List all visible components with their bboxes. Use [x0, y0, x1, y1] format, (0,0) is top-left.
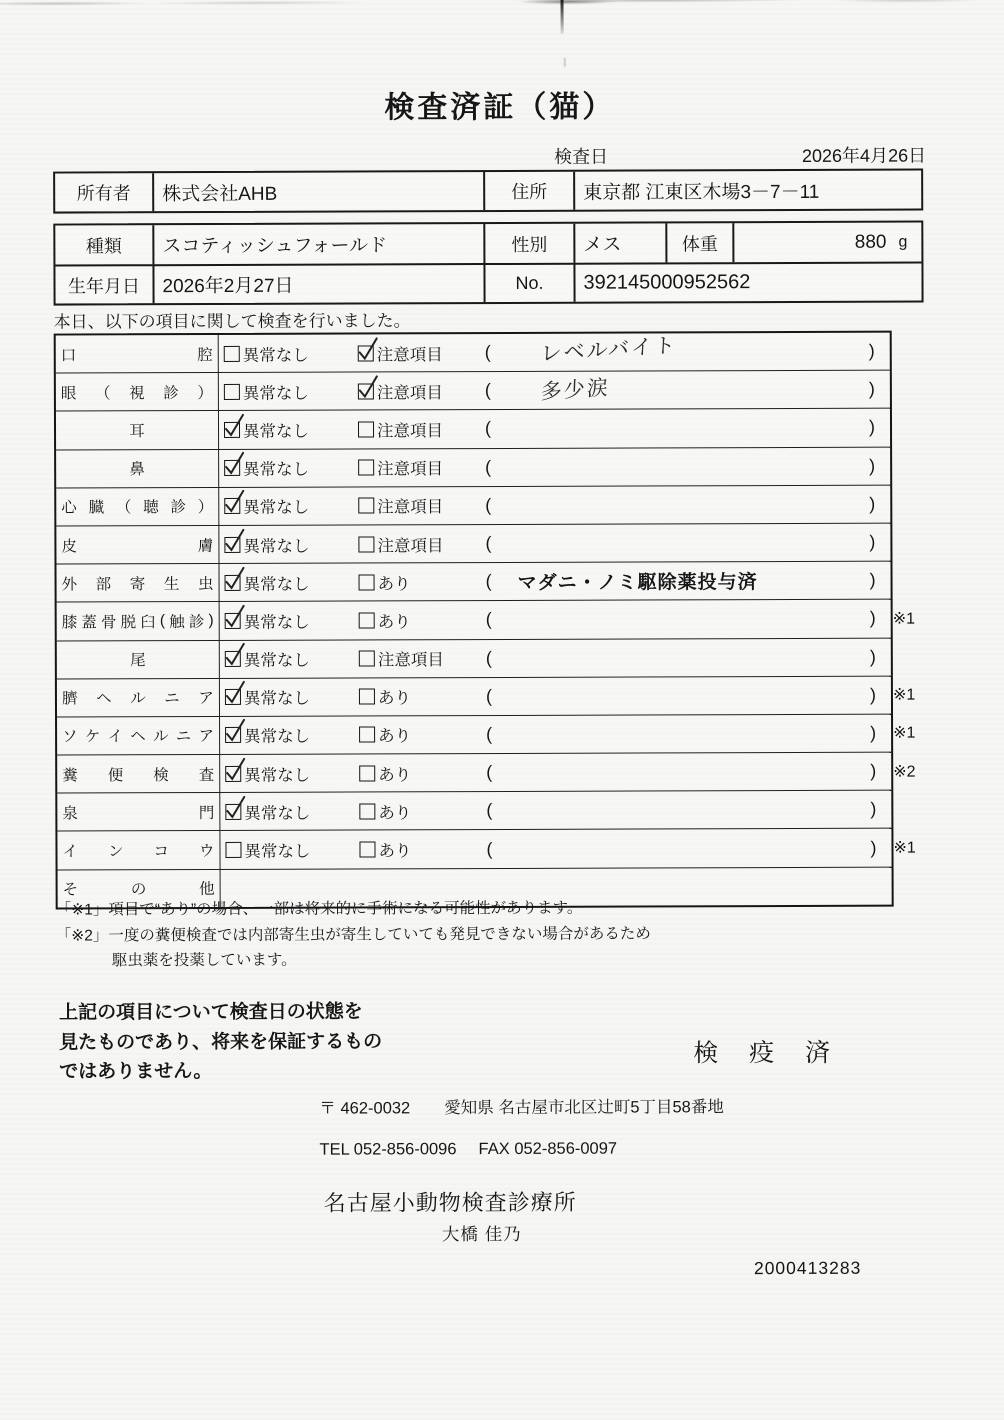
option-no-abnormality [224, 411, 309, 448]
disclaimer-text [59, 997, 382, 1087]
breed-label: 種類 [85, 235, 122, 256]
weight-unit: g [898, 233, 908, 251]
disclaimer-line: 見たものであり、将来を保証するもの [59, 1030, 383, 1054]
exam-row [57, 715, 916, 756]
option-attention-label: あり [378, 842, 412, 861]
exam-row-body [220, 676, 891, 716]
note-paren-open: ( [485, 533, 492, 554]
exam-item-label: 口 腔 [56, 335, 219, 373]
option-no-abnormality [224, 373, 309, 410]
note-paren-open: ( [486, 838, 493, 859]
exam-item-label: 鼻 [56, 450, 219, 488]
option-no-abnormality [224, 335, 309, 372]
inspection-date-value: 2026年4月26日 [801, 145, 927, 166]
weight-number: 880 [854, 231, 887, 253]
checkbox-attention [358, 345, 374, 361]
option-no-abnormality-label: 異常なし [243, 499, 310, 518]
checkbox-no-abnormality [225, 842, 241, 858]
birth-value: 2026年2月27日 [152, 263, 483, 303]
option-no-abnormality-label: 異常なし [242, 422, 310, 441]
checkbox-attention [358, 460, 374, 476]
option-attention [358, 372, 443, 409]
exam-note: 多少涙 [540, 376, 611, 404]
exam-row-body [219, 562, 890, 602]
note-paren-close: ) [868, 378, 875, 399]
exam-row-body [220, 753, 891, 793]
address-label: 住所 [483, 172, 573, 210]
option-no-abnormality [225, 755, 310, 792]
check-mark-icon [224, 603, 247, 630]
checkbox-attention [359, 574, 375, 590]
checkbox-no-abnormality [225, 804, 241, 820]
exam-row-body [219, 409, 890, 449]
option-attention [359, 640, 444, 677]
note-paren-close: ) [869, 684, 876, 705]
option-no-abnormality [225, 640, 310, 677]
exam-row-body [220, 791, 891, 831]
weight-value [732, 223, 921, 263]
disclaimer-line: ではありません。 [59, 1061, 213, 1083]
checkbox-attention [358, 383, 374, 399]
checkbox-no-abnormality [224, 460, 240, 476]
exam-row-body [220, 715, 891, 755]
option-attention-label: あり [378, 727, 412, 746]
exam-row-body [219, 485, 890, 525]
exam-item-label: 膝 蓋 骨 脱 臼 ( 触 診 ) [57, 602, 220, 640]
exam-item-label: 耳 [56, 411, 219, 449]
footnote-mark [892, 332, 932, 369]
option-attention [359, 754, 411, 791]
weight-label: 体重 [665, 223, 732, 262]
option-attention [358, 334, 443, 371]
intro-text: 本日、以下の項目に関して検査を行いました。 [53, 311, 411, 332]
disclaimer-line: 上記の項目について検査日の状態を [59, 1001, 363, 1024]
option-attention [359, 678, 411, 715]
note-paren-close: ) [869, 455, 876, 476]
exam-row [56, 333, 890, 374]
note-paren-close: ) [870, 722, 877, 743]
option-no-abnormality [225, 678, 310, 715]
clinic-address: 愛知県 名古屋市北区辻町5丁目58番地 [444, 1098, 724, 1118]
option-no-abnormality [225, 717, 310, 754]
footnote-mark [892, 409, 932, 446]
option-no-abnormality-label: 異常なし [242, 384, 309, 403]
clinic-fax: FAX 052-856-0097 [478, 1139, 618, 1159]
footnote-line: 「※2」一度の糞便検査では内部寄生虫が寄生していても発見できない場合があるため [55, 924, 651, 945]
clinic-name: 名古屋小動物検査診療所 [323, 1189, 577, 1216]
option-attention-label: あり [378, 804, 412, 823]
option-no-abnormality-label: 異常なし [242, 346, 309, 365]
note-paren-open: ( [485, 494, 492, 515]
exam-table [54, 331, 916, 910]
checkbox-no-abnormality [225, 575, 241, 591]
clinic-postal-row [319, 1093, 724, 1118]
exam-row [57, 600, 916, 641]
option-no-abnormality [224, 526, 309, 563]
footnote-mark [893, 791, 933, 828]
exam-note: レベルバイト [540, 333, 678, 366]
option-no-abnormality-label: 異常なし [244, 766, 311, 785]
checkbox-no-abnormality [224, 536, 240, 552]
exam-item-label: 臍 ヘ ル ニ ア [57, 679, 220, 717]
exam-item-label: 糞 便 検 査 [57, 755, 220, 793]
option-attention [358, 487, 443, 524]
option-attention-label: 注意項目 [377, 498, 444, 517]
note-paren-open: ( [486, 800, 493, 821]
note-paren-open: ( [485, 609, 492, 630]
footnote-mark [892, 447, 932, 484]
note-paren-open: ( [484, 342, 491, 363]
footnote-mark [893, 638, 933, 675]
footnote-mark: ※1 [892, 610, 916, 628]
exam-row [56, 409, 890, 450]
exam-row [57, 676, 916, 717]
checkbox-attention [359, 803, 375, 819]
option-attention [359, 716, 411, 753]
option-no-abnormality [224, 449, 309, 486]
checkbox-no-abnormality [225, 727, 241, 743]
note-paren-open: ( [485, 647, 492, 668]
option-attention [358, 449, 443, 486]
exam-row-body [220, 829, 891, 869]
footnote-mark [892, 562, 932, 599]
clinic-tel: TEL 052-856-0096 [319, 1140, 457, 1159]
option-attention-label: あり [378, 765, 412, 785]
exam-item-label: 眼 （ 視 診 ） [56, 373, 219, 411]
check-mark-icon [223, 450, 246, 477]
footnote-mark: ※1 [893, 725, 916, 743]
checkbox-attention [359, 841, 375, 857]
veterinarian-name: 大橋 佳乃 [441, 1223, 522, 1245]
note-paren-open: ( [486, 724, 493, 745]
exam-row-body [219, 447, 890, 487]
sex-label: 性別 [483, 224, 573, 263]
exam-item-label: そ の 他 [58, 870, 221, 908]
note-paren-open: ( [485, 685, 492, 706]
exam-row [57, 753, 916, 794]
option-attention-label: あり [377, 613, 411, 632]
option-no-abnormality [224, 487, 309, 524]
note-paren-open: ( [484, 380, 491, 401]
footnote-mark [892, 523, 932, 560]
exam-item-label: 尾 [57, 640, 220, 678]
scan-speck-artifact [564, 58, 566, 67]
exam-row-body [219, 371, 890, 411]
quarantine-stamp: 検 疫 済 [693, 1038, 843, 1068]
option-attention [358, 411, 443, 448]
checkbox-attention [359, 689, 375, 705]
footnote-line: 「※1」項目で“あり”の場合、一部は将来的に手術になる可能性があります。 [55, 899, 583, 919]
footnotes [56, 895, 651, 974]
owner-label: 所有者 [76, 183, 131, 204]
birth-label: 生年月日 [55, 264, 152, 303]
option-attention-label: 注意項目 [377, 460, 444, 479]
check-mark-icon [224, 794, 247, 821]
option-no-abnormality-label: 異常なし [243, 460, 310, 480]
exam-item-label: 皮 膚 [56, 526, 219, 564]
option-no-abnormality-label: 異常なし [243, 575, 310, 594]
checkbox-attention [358, 421, 374, 437]
footnote-mark [894, 867, 934, 904]
note-paren-open: ( [486, 762, 493, 783]
exam-row-body [219, 333, 890, 373]
option-no-abnormality-label: 異常なし [244, 728, 311, 747]
footnote-mark [892, 485, 932, 522]
checkbox-no-abnormality [224, 346, 240, 362]
option-attention [359, 793, 411, 830]
check-mark-icon [223, 488, 246, 515]
note-paren-close: ) [869, 531, 876, 552]
serial-number: 2000413283 [753, 1257, 862, 1279]
exam-note: マダニ・ノミ駆除薬投与済 [517, 572, 758, 595]
check-mark-icon [224, 641, 247, 668]
animal-info-table [53, 221, 923, 306]
note-paren-close: ) [868, 340, 875, 361]
breed-value: スコティッシュフォールド [152, 224, 483, 264]
checkbox-no-abnormality [225, 651, 241, 667]
note-paren-close: ) [869, 569, 876, 590]
option-attention [358, 525, 443, 562]
option-no-abnormality-label: 異常なし [244, 804, 311, 823]
footnote-mark: ※2 [893, 763, 916, 781]
option-no-abnormality [225, 831, 310, 868]
exam-row [57, 638, 891, 679]
checkbox-attention [359, 651, 375, 667]
note-paren-close: ) [869, 646, 876, 667]
check-mark-icon [224, 756, 247, 783]
checkbox-no-abnormality [224, 422, 240, 438]
exam-row [57, 829, 916, 870]
checkbox-attention [358, 536, 374, 552]
exam-row-body [220, 600, 891, 640]
option-attention-label: あり [377, 575, 411, 594]
footnote-mark: ※1 [892, 686, 916, 704]
note-paren-close: ) [868, 417, 876, 438]
inspection-date-row [554, 142, 926, 169]
exam-item-label: 泉 門 [57, 793, 220, 831]
note-paren-close: ) [870, 799, 877, 820]
note-paren-close: ) [869, 493, 876, 514]
footnote-mark: ※1 [893, 839, 916, 857]
page-title: 検査済証（猫） [384, 90, 616, 125]
option-attention-label: 注意項目 [376, 383, 443, 403]
checkbox-no-abnormality [224, 384, 240, 400]
check-mark-icon [224, 717, 247, 744]
option-attention-label: 注意項目 [377, 651, 444, 670]
check-mark-icon [223, 412, 246, 439]
exam-row [56, 562, 890, 603]
clinic-postal-code: 〒 462-0032 [319, 1099, 411, 1118]
exam-row-body [220, 638, 891, 678]
option-attention-label: あり [377, 689, 411, 708]
sex-value: メス [573, 223, 665, 262]
exam-row [56, 524, 890, 565]
no-value: 392145000952562 [573, 262, 921, 302]
checkbox-attention [359, 727, 375, 743]
footnote-mark [892, 371, 932, 408]
option-no-abnormality-label: 異常なし [243, 651, 310, 670]
owner-value: 株式会社AHB [152, 172, 483, 211]
option-attention-label: 注意項目 [377, 536, 444, 555]
option-no-abnormality-label: 異常なし [243, 537, 310, 556]
exam-row [56, 485, 890, 526]
check-mark-icon [224, 679, 247, 706]
address-value: 東京都 江東区木場3－7－11 [573, 171, 921, 210]
exam-item-label: ソ ケ イ ヘ ル ニ ア [57, 717, 220, 755]
exam-item-label: イ ン コ ウ [57, 831, 220, 869]
option-no-abnormality [224, 564, 309, 601]
option-attention [358, 563, 410, 600]
checkbox-no-abnormality [225, 689, 241, 705]
option-attention [359, 831, 411, 868]
checkbox-attention [359, 612, 375, 628]
checkbox-no-abnormality [225, 613, 241, 629]
exam-row [56, 371, 890, 412]
note-paren-close: ) [869, 608, 876, 629]
check-mark-icon [357, 373, 380, 400]
note-paren-open: ( [485, 571, 492, 592]
note-paren-open: ( [485, 456, 492, 477]
exam-row [57, 791, 891, 832]
option-attention [359, 602, 411, 639]
check-mark-icon [223, 565, 246, 592]
exam-item-label: 心 臓 （ 聴 診 ） [56, 488, 219, 526]
no-label: No. [483, 263, 573, 302]
checkbox-attention [358, 498, 374, 514]
option-no-abnormality-label: 異常なし [243, 689, 310, 709]
option-no-abnormality-label: 異常なし [244, 842, 311, 861]
option-no-abnormality [225, 602, 310, 639]
exam-item-label: 外 部 寄 生 虫 [56, 564, 219, 602]
note-paren-open: ( [484, 418, 492, 439]
scan-noise-artifact [0, 0, 1002, 12]
scan-line-artifact [561, 0, 564, 34]
checkbox-attention [359, 765, 375, 781]
inspection-date-label: 検査日 [554, 146, 609, 167]
checkbox-no-abnormality [224, 498, 240, 514]
option-no-abnormality [225, 793, 310, 830]
exam-row [56, 447, 890, 488]
check-mark-icon [223, 526, 246, 553]
note-paren-close: ) [870, 760, 877, 781]
check-mark-icon [357, 335, 380, 362]
owner-table [53, 169, 923, 214]
checkbox-no-abnormality [225, 766, 241, 782]
option-attention-label: 注意項目 [376, 422, 444, 441]
clinic-tel-row [320, 1140, 618, 1160]
option-attention-label: 注意項目 [376, 345, 443, 365]
exam-row-body [219, 524, 890, 564]
footnote-line: 駆虫薬を投薬しています。 [111, 951, 297, 970]
note-paren-close: ) [870, 837, 877, 858]
option-no-abnormality-label: 異常なし [243, 613, 310, 632]
